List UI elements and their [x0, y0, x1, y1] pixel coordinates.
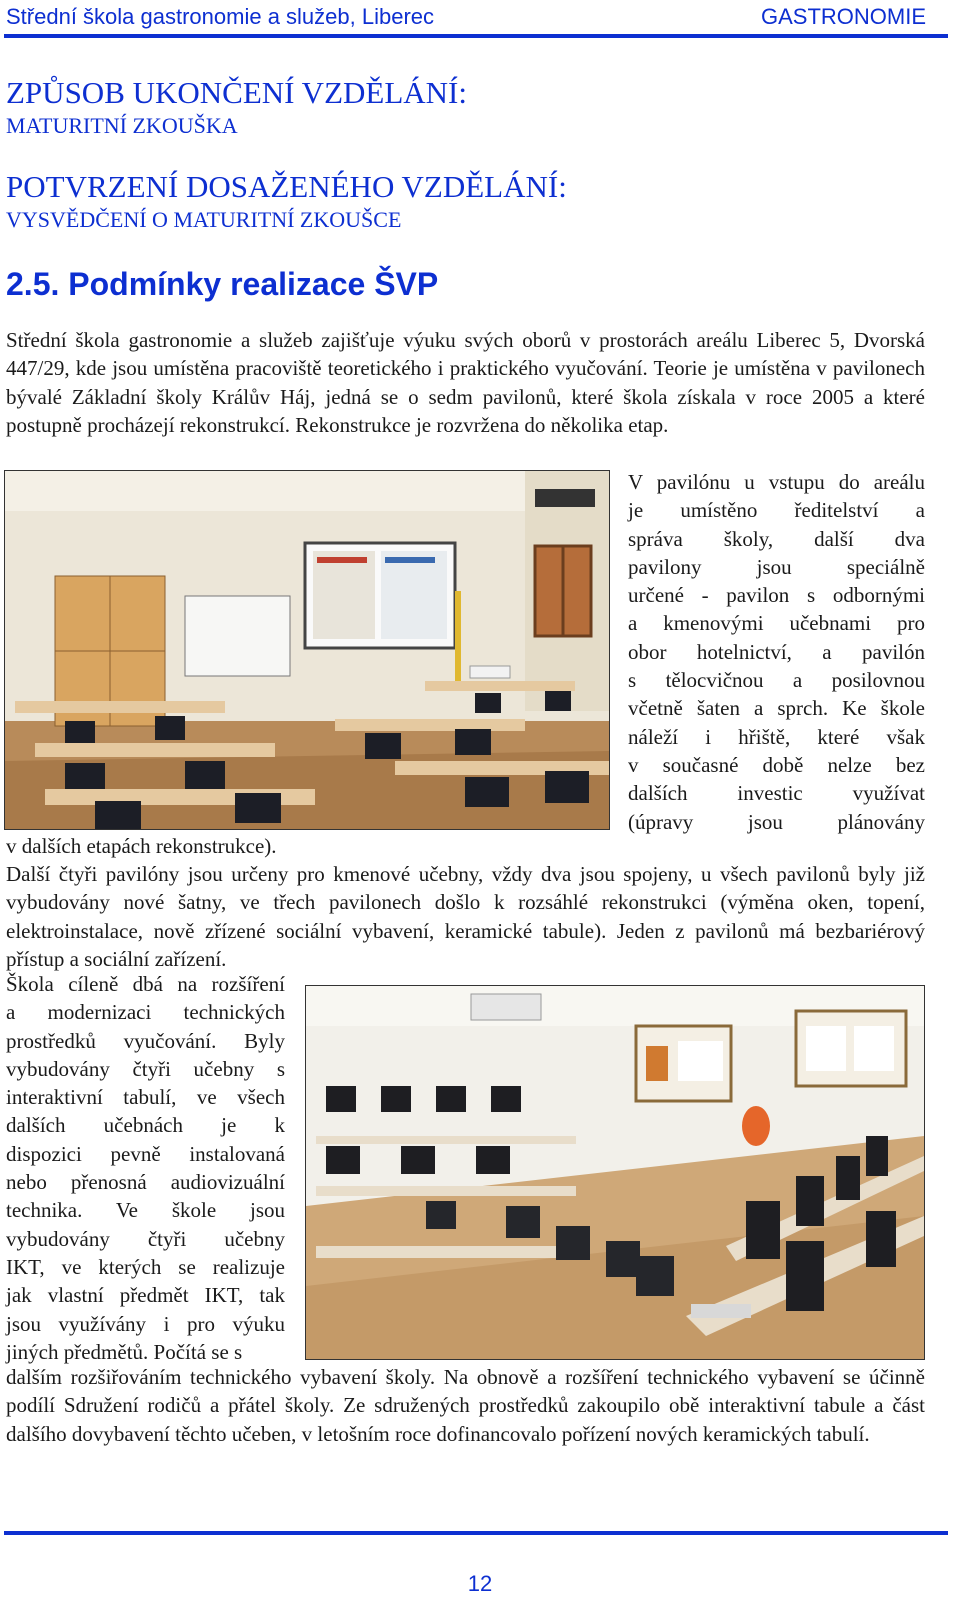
pavilions-line: je umístěno ředitelství a	[628, 498, 925, 523]
classroom-photo	[4, 470, 610, 830]
technology-line: technika. Ve škole jsou	[6, 1198, 285, 1223]
technology-line: nebo přenosná audiovizuální	[6, 1170, 285, 1195]
completion-value: MATURITNÍ ZKOUŠKA	[6, 113, 238, 138]
completion-heading: ZPŮSOB UKONČENÍ VZDĚLÁNÍ:	[6, 75, 467, 110]
technology-text-column	[6, 970, 285, 1366]
technology-line: IKT, ve kterých se realizuje	[6, 1254, 285, 1279]
computer-lab-photo	[305, 985, 925, 1360]
technology-line: jiných předmětů. Počítá se s	[6, 1339, 243, 1364]
running-header-school: Střední škola gastronomie a služeb, Liberec	[6, 4, 435, 29]
pavilions-line: správa školy, další dva	[628, 526, 925, 551]
running-header-program: GASTRONOMIE	[760, 4, 926, 29]
technology-line: interaktivní tabulí, ve všech	[6, 1085, 285, 1110]
technology-line: dispozici pevně instalovaná	[6, 1141, 285, 1166]
technology-line: jak vlastní předmět IKT, tak	[6, 1283, 285, 1308]
section-title: 2.5. Podmínky realizace ŠVP	[6, 266, 439, 302]
pavilions-line: s tělocvičnou a posilovnou	[628, 668, 925, 693]
pavilions-line: určené - pavilon s odbornými	[628, 583, 925, 608]
pavilions-line: V pavilónu u vstupu do areálu	[628, 470, 925, 494]
certificate-value: VYSVĚDČENÍ O MATURITNÍ ZKOUŠCE	[6, 207, 402, 232]
pavilions-line: (úpravy jsou plánovány	[628, 809, 925, 834]
technology-line: a modernizaci technických	[6, 1000, 285, 1025]
pavilions-line: dalších investic využívat	[628, 781, 925, 806]
footer-rule	[4, 1531, 948, 1535]
technology-tail: dalším rozšiřováním technického vybavení školy. Na obnově a rozšíření technického vybavení se účinně podílí Sdružení rodičů a přátel školy. Ze sdružených prostředků zakoupilo obě interaktivní tabule a část dalšího dovybavení těchto učeben, v letošním roce dofinancovalo pořízení nových keramických tabulí.	[6, 1365, 925, 1446]
intro-paragraph: Střední škola gastronomie a služeb zajišťuje výuku svých oborů v prostorách areálu Liberec 5, Dvorská 447/29, kde jsou umístěna pracoviště teoretického i praktického vyučování. Teorie je umístěna v pavilonech bývalé Základní školy Králův Háj, jedná se o sedm pavilonů, které škola získala v roce 2005 a které postupně procházejí rekonstrukcí. Rekonstrukce je rozvržena do několika etap.	[6, 328, 925, 437]
pavilions-line: a kmenovými učebnami pro	[628, 611, 925, 636]
header-rule	[4, 34, 948, 38]
pavilions-line: pavilony jsou speciálně	[628, 554, 925, 579]
pavilions-paragraph-2: Další čtyři pavilóny jsou určeny pro kmenové učebny, vždy dva jsou spojeny, u všech pavilonů byly již vybudovány nové šatny, ve třech pavilonech došlo k rozsáhlé rekonstrukci (výměna oken, topení, elektroinstalace, nově zřízené sociální vybavení, keramické tabule). Jeden z pavilonů má bezbariérový přístup a sociální zařízení.	[6, 862, 925, 971]
technology-line: Škola cíleně dbá na rozšíření	[6, 972, 285, 996]
pavilions-tail: v dalších etapách rekonstrukce).	[6, 834, 277, 858]
pavilions-text-column	[628, 468, 925, 836]
page-number: 12	[467, 1571, 493, 1596]
pavilions-line: obor hotelnictví, a pavilón	[628, 639, 925, 664]
certificate-heading: POTVRZENÍ DOSAŽENÉHO VZDĚLÁNÍ:	[6, 169, 567, 204]
pavilions-line: náleží i hřiště, které však	[628, 724, 925, 749]
pavilions-line: včetně šaten a sprch. Ke škole	[628, 696, 925, 721]
technology-line: jsou využívány i pro výuku	[6, 1311, 285, 1336]
technology-line: dalších učebnách je k	[6, 1113, 285, 1138]
pavilions-line: v současné době nelze bez	[628, 752, 925, 777]
technology-line: vybudovány čtyři učebny	[6, 1226, 285, 1251]
technology-line: vybudovány čtyři učebny s	[6, 1056, 285, 1081]
technology-line: prostředků vyučování. Byly	[6, 1028, 285, 1053]
